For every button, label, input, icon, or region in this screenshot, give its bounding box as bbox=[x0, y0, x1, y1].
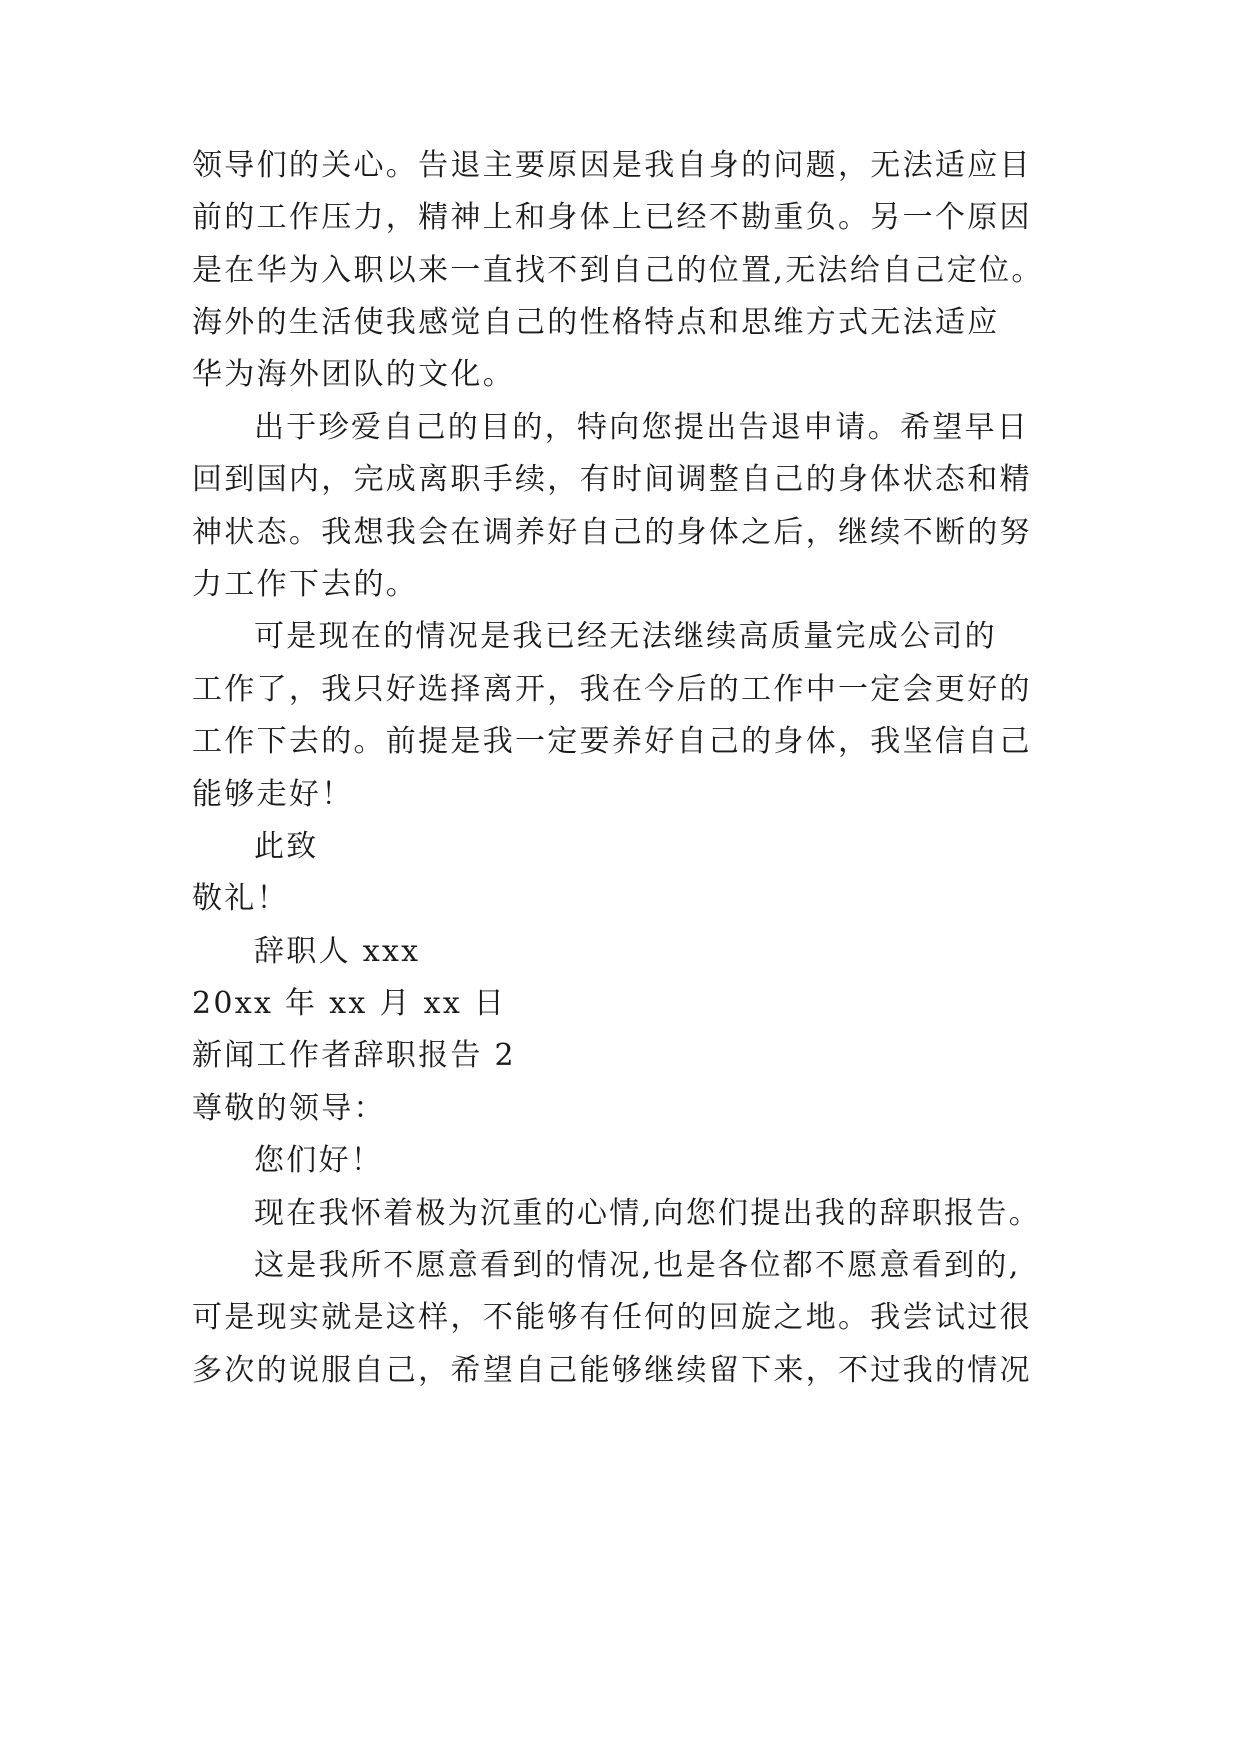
text-line: 神状态。我想我会在调养好自己的身体之后，继续不断的努 bbox=[192, 515, 1032, 550]
text-line: 领导们的关心。告退主要原因是我自身的问题，无法适应目 bbox=[192, 148, 1032, 183]
text-line: 工作下去的。前提是我一定要养好自己的身体，我坚信自己 bbox=[192, 724, 1032, 759]
text-line: 华为海外团队的文化。 bbox=[192, 357, 515, 392]
closing-salutation: 此致 bbox=[254, 829, 319, 864]
greeting-hello: 您们好！ bbox=[254, 1143, 384, 1178]
signature-line: 辞职人 xxx bbox=[254, 934, 421, 969]
text-line: 回到国内，完成离职手续，有时间调整自己的身体状态和精 bbox=[192, 462, 1032, 497]
text-line: 可是现实就是这样，不能够有任何的回旋之地。我尝试过很 bbox=[192, 1300, 1032, 1335]
text-line: 力工作下去的。 bbox=[192, 567, 419, 602]
date-line: 20xx 年 xx 月 xx 日 bbox=[192, 986, 507, 1021]
text-line: 是在华为入职以来一直找不到自己的位置,无法给自己定位。 bbox=[192, 253, 1044, 288]
greeting-line: 尊敬的领导： bbox=[192, 1091, 386, 1126]
paragraph-start-line: 这是我所不愿意看到的情况,也是各位都不愿意看到的, bbox=[254, 1248, 1021, 1283]
text-line: 工作了，我只好选择离开，我在今后的工作中一定会更好的 bbox=[192, 672, 1032, 707]
paragraph-start-line: 可是现在的情况是我已经无法继续高质量完成公司的 bbox=[254, 619, 997, 654]
text-line: 能够走好！ bbox=[192, 777, 354, 812]
text-line: 多次的说服自己，希望自己能够继续留下来，不过我的情况 bbox=[192, 1353, 1032, 1388]
paragraph-start-line: 现在我怀着极为沉重的心情,向您们提出我的辞职报告。 bbox=[254, 1196, 1042, 1231]
section-title: 新闻工作者辞职报告 2 bbox=[192, 1038, 516, 1073]
text-line: 前的工作压力，精神上和身体上已经不勘重负。另一个原因 bbox=[192, 200, 1032, 235]
text-line: 海外的生活使我感觉自己的性格特点和思维方式无法适应 bbox=[192, 305, 1000, 340]
closing-regards: 敬礼！ bbox=[192, 881, 289, 916]
paragraph-start-line: 出于珍爱自己的目的，特向您提出告退申请。希望早日 bbox=[254, 410, 1030, 445]
